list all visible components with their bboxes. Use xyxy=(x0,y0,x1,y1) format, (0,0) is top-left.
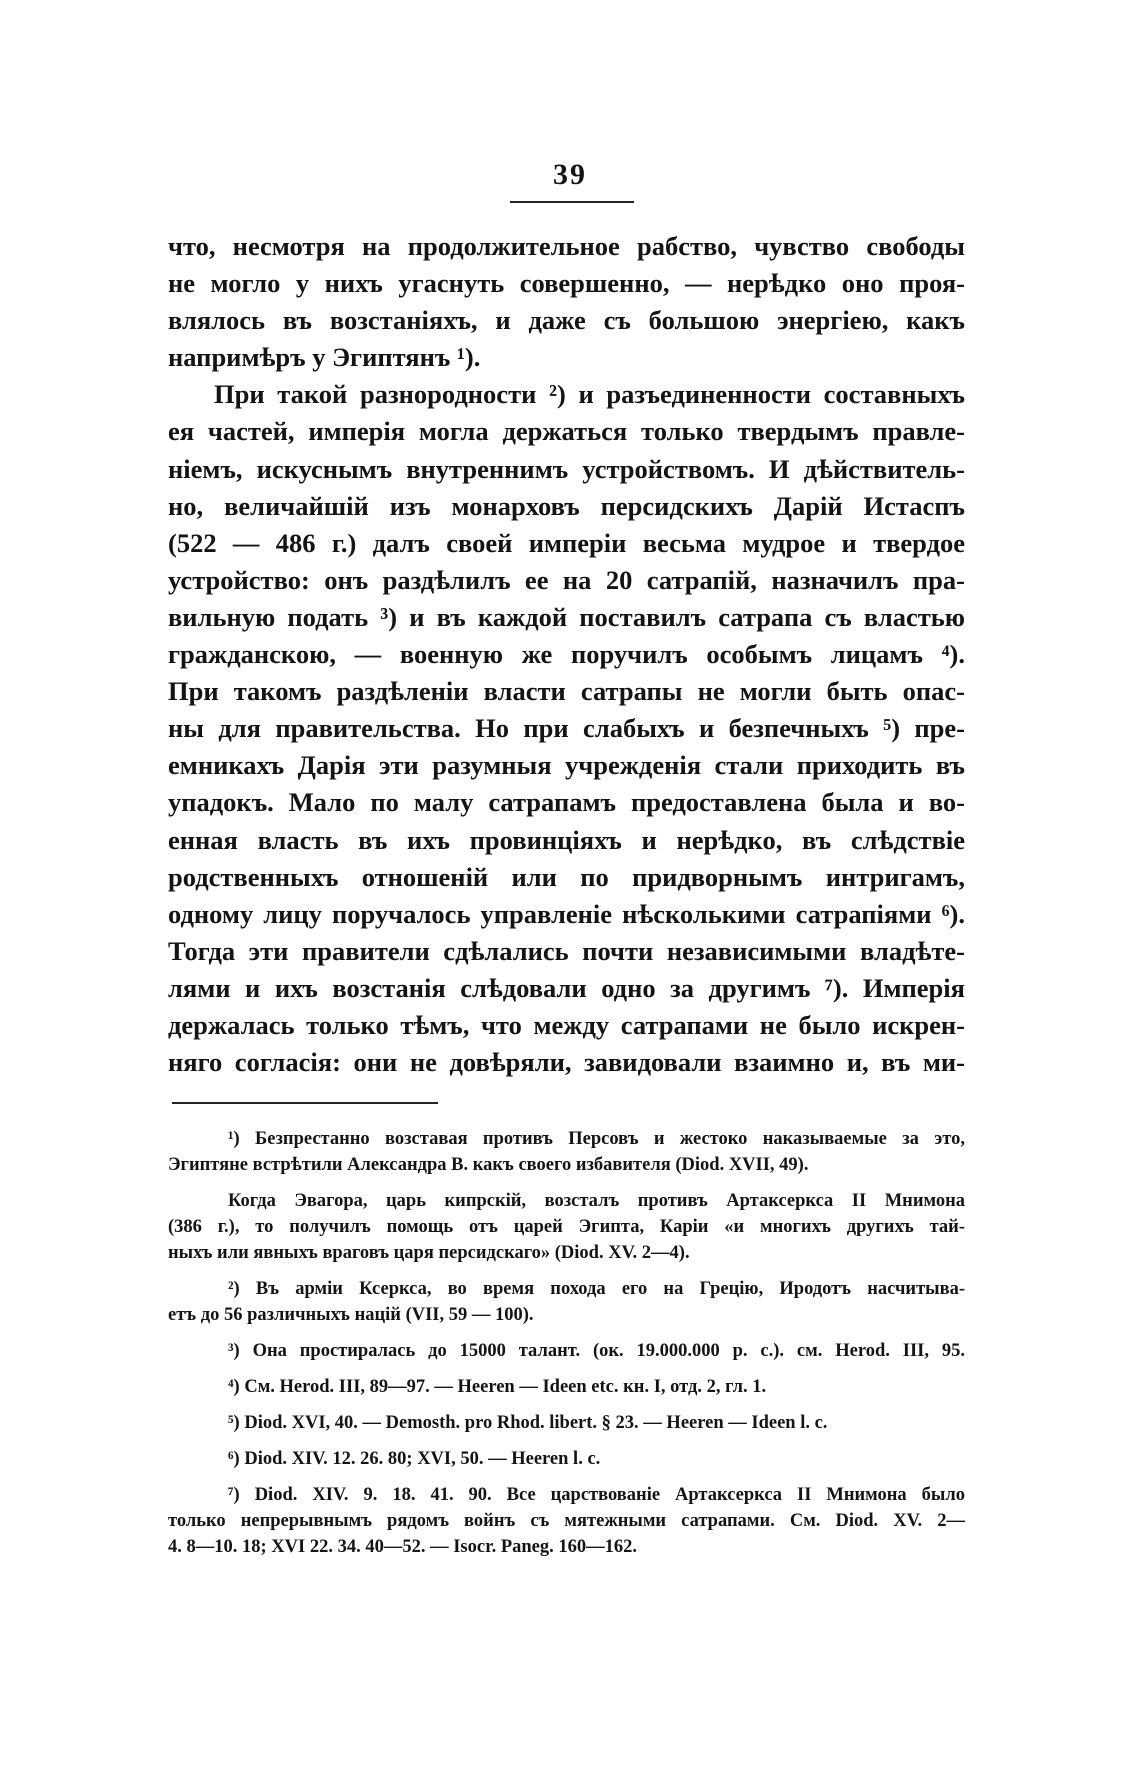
footnote-line: ⁶) Diod. XIV. 12. 26. 80; XVI, 50. — Heeren l. c. xyxy=(228,1449,601,1469)
body-line: напримѣръ у Эгиптянъ ¹). xyxy=(168,342,481,373)
footnote xyxy=(168,1446,965,1472)
body-line: упадокъ. Мало по малу сатрапамъ предоставлена была и во- xyxy=(168,787,965,818)
footnote-gap xyxy=(168,1400,965,1410)
body-line: влялось въ возстаніяхъ, и даже съ большою энергіею, какъ xyxy=(168,305,965,336)
body-line: лями и ихъ возстанія слѣдовали одно за другимъ ⁷). Имперія xyxy=(168,972,965,1003)
footnote xyxy=(168,1482,965,1560)
body-line: емникахъ Дарія эти разумныя учрежденія стали приходить въ xyxy=(168,750,965,781)
footnote-line: только непрерывнымъ рядомъ войнъ съ мятежными сатрапами. См. Diod. XV. 2— xyxy=(168,1511,965,1531)
body-line: При такомъ раздѣленіи власти сатрапы не могли быть опас- xyxy=(168,676,965,707)
body-line: ны для правительства. Но при слабыхъ и безпечныхъ ⁵) пре- xyxy=(168,713,965,744)
footnote-line: ¹) Безпрестанно возставая противъ Персовъ и жестоко наказываемые за это, xyxy=(228,1129,965,1149)
footnote-line: Эгиптяне встрѣтили Александра В. какъ своего избавителя (Diod. XVII, 49). xyxy=(168,1155,809,1175)
body-line: что, несмотря на продолжительное рабство, чувство свободы xyxy=(168,231,965,261)
body-line: Тогда эти правители сдѣлались почти независимыми владѣте- xyxy=(168,935,965,966)
body-line: гражданскою, — военную же поручилъ особымъ лицамъ ⁴). xyxy=(168,639,965,670)
footnote xyxy=(168,1188,965,1266)
body-line: ніемъ, искуснымъ внутреннимъ устройствомъ. И дѣйствитель- xyxy=(168,453,965,484)
footnote-line: ныхъ или явныхъ враговъ царя персидскаго» (Diod. XV. 2—4). xyxy=(168,1243,690,1263)
body-text xyxy=(168,228,965,1081)
footnote-line: 4. 8—10. 18; XVI 22. 34. 40—52. — Isocr. Paneg. 160—162. xyxy=(168,1537,638,1557)
footnotes xyxy=(168,1126,965,1560)
footnote xyxy=(168,1410,965,1436)
body-line: одному лицу поручалось управленіе нѣсколькими сатрапіями ⁶). xyxy=(168,898,965,929)
footnote-gap xyxy=(168,1364,965,1374)
body-line: (522 — 486 г.) далъ своей имперіи весьма мудрое и твердое xyxy=(168,527,965,558)
footnote-line: ⁵) Diod. XVI, 40. — Demosth. pro Rhod. libert. § 23. — Heeren — Ideen l. c. xyxy=(228,1413,828,1433)
footnote-line: Когда Эвагора, царь кипрскій, возсталъ противъ Артаксеркса II Мнимона xyxy=(228,1191,965,1211)
footnote xyxy=(168,1338,965,1364)
footnote-line: (386 г.), то получилъ помощь отъ царей Эгипта, Каріи «и многихъ другихъ тай- xyxy=(168,1217,965,1237)
body-line: держалась только тѣмъ, что между сатрапами не было искрен- xyxy=(168,1009,965,1040)
footnote xyxy=(168,1374,965,1400)
footnote-gap xyxy=(168,1472,965,1482)
footnote-line: ³) Она простиралась до 15000 талант. (ок. 19.000.000 р. с.). см. Herod. III, 95. xyxy=(228,1341,965,1361)
body-line: устройство: онъ раздѣлилъ ее на 20 сатрапій, назначилъ пра- xyxy=(168,564,965,595)
page-number-rule xyxy=(510,201,634,203)
body-line: но, величайшій изъ монарховъ персидскихъ Дарій Истаспъ xyxy=(168,490,965,521)
body-line: няго согласія: они не довѣряли, завидовали взаимно и, въ ми- xyxy=(168,1047,965,1078)
body-line: енная власть въ ихъ провинціяхъ и нерѣдко, въ слѣдствіе xyxy=(168,824,965,855)
footnote-gap xyxy=(168,1266,965,1276)
footnote xyxy=(168,1276,965,1328)
footnote-gap xyxy=(168,1328,965,1338)
body-line: При такой разнородности ²) и разъединенности составныхъ xyxy=(214,379,965,410)
footnote-separator xyxy=(172,1102,438,1104)
footnote-line: ⁴) См. Herod. III, 89—97. — Heeren — Ideen etc. кн. I, отд. 2, гл. 1. xyxy=(228,1377,767,1397)
footnote-line: етъ до 56 различныхъ націй (VII, 59 — 100). xyxy=(168,1305,534,1325)
page-number: 39 xyxy=(553,158,587,191)
footnote-line: ⁷) Diod. XIV. 9. 18. 41. 90. Все царствованіе Артаксеркса II Мнимона было xyxy=(228,1485,965,1505)
body-line: ея частей, имперія могла держаться только твердымъ правле- xyxy=(168,416,965,447)
body-line: вильную подать ³) и въ каждой поставилъ сатрапа съ властью xyxy=(168,601,965,632)
footnote-gap xyxy=(168,1436,965,1446)
footnote-line: ²) Въ арміи Ксеркса, во время похода его на Грецію, Иродотъ насчитыва- xyxy=(228,1279,965,1299)
footnote-gap xyxy=(168,1178,965,1188)
body-line: не могло у нихъ угаснуть совершенно, — нерѣдко оно проя- xyxy=(168,268,965,299)
footnote xyxy=(168,1126,965,1178)
body-line: родственныхъ отношеній или по придворнымъ интригамъ, xyxy=(168,861,965,892)
